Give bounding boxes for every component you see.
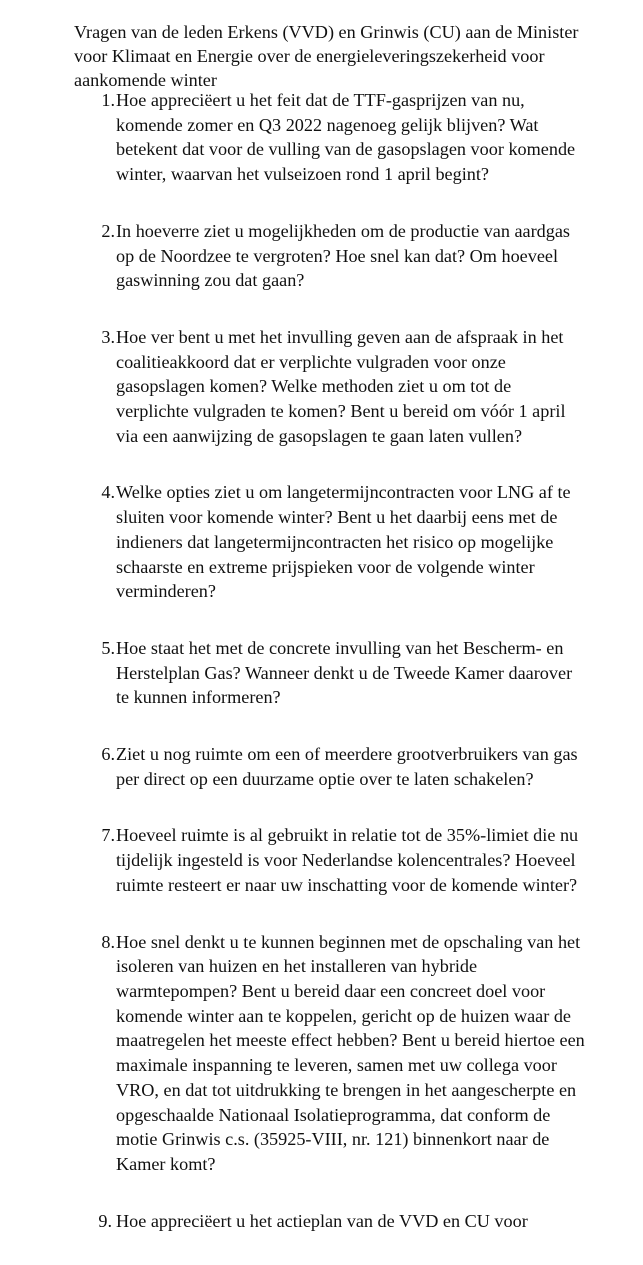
question-item: [0, 742, 643, 791]
question-item: [0, 636, 643, 710]
question-text: Hoeveel ruimte is al gebruikt in relatie tot de 35%-limiet die nu tijdelijk ingesteld is voor Nederlandse kolencentrales? Hoeveel ruimte resteert er naar uw inschatting voor de komende winter?: [116, 825, 579, 895]
question-number: 5.: [101, 637, 115, 658]
question-text: Hoe appreciëert u het feit dat de TTF-gasprijzen van nu, komende zomer en Q3 2022 nagenoeg gelijk blijven? Wat betekent dat voor de vulling van de gasopslagen voor komende winter, waarvan het vulseizoen rond 1 april begint?: [116, 90, 576, 185]
question-text: Hoe appreciëert u het actieplan van de VVD en CU voor: [116, 1210, 528, 1231]
question-text: Hoe staat het met de concrete invulling van het Bescherm- en Herstelplan Gas? Wanneer denkt u de Tweede Kamer daarover te kunnen informeren?: [116, 637, 573, 708]
question-number: 6.: [101, 744, 115, 765]
question-number: 8.: [101, 931, 115, 952]
question-number: 3.: [101, 326, 115, 347]
question-item: [0, 88, 643, 187]
question-text: Hoe ver bent u met het invulling geven aan de afspraak in het coalitieakkoord dat er verplichte vulgraden voor onze gasopslagen komen? Welke methoden ziet u om tot de verplichte vulgraden te komen? Bent u bereid om vóór 1 april via een aanwijzing de gasopslagen te gaan laten vullen?: [116, 326, 566, 446]
question-text: Welke opties ziet u om langetermijncontracten voor LNG af te sluiten voor komende winter? Bent u het daarbij eens met de indieners dat langetermijncontracten het risico op mogelijke schaarste en extreme prijspieken voor de volgende winter verminderen?: [116, 482, 571, 602]
question-number: 1.: [101, 90, 115, 110]
question-list: [0, 88, 643, 1265]
question-item: [0, 480, 643, 604]
question-number: 7.: [101, 825, 115, 846]
question-number: 9.: [98, 1210, 112, 1231]
question-text: Ziet u nog ruimte om een of meerdere grootverbruikers van gas per direct op een duurzame optie over te laten schakelen?: [116, 744, 578, 789]
question-item: [0, 219, 643, 293]
question-text: Hoe snel denkt u te kunnen beginnen met de opschaling van het isoleren van huizen en het installeren van hybride warmtepompen? Bent u bereid daar een concreet doel voor komende winter aan te koppelen, gericht op de huizen waar de maatregelen het meeste effect hebben? Bent u bereid hiertoe een maximale inspanning te leveren, samen met uw collega voor VRO, en dat tot uitdrukking te brengen in het aangescherpte en opgeschaalde Nationaal Isolatieprogramma, dat conform de motie Grinwis c.s. (35925-VIII, nr. 121) binnenkort naar de Kamer komt?: [116, 931, 585, 1174]
question-text: In hoeverre ziet u mogelijkheden om de productie van aardgas op de Noordzee te vergroten? Hoe snel kan dat? Om hoeveel gaswinning zou dat gaan?: [116, 220, 571, 291]
question-number: 2.: [101, 220, 115, 241]
question-item: [0, 823, 643, 897]
document-intro: Vragen van de leden Erkens (VVD) en Grinwis (CU) aan de Minister voor Klimaat en Energie over de energieleveringszekerheid voor aankomende winter: [74, 22, 579, 90]
question-item: [0, 930, 643, 1177]
question-item: [0, 325, 643, 449]
question-number: 4.: [101, 482, 115, 503]
question-item: [0, 1209, 643, 1234]
